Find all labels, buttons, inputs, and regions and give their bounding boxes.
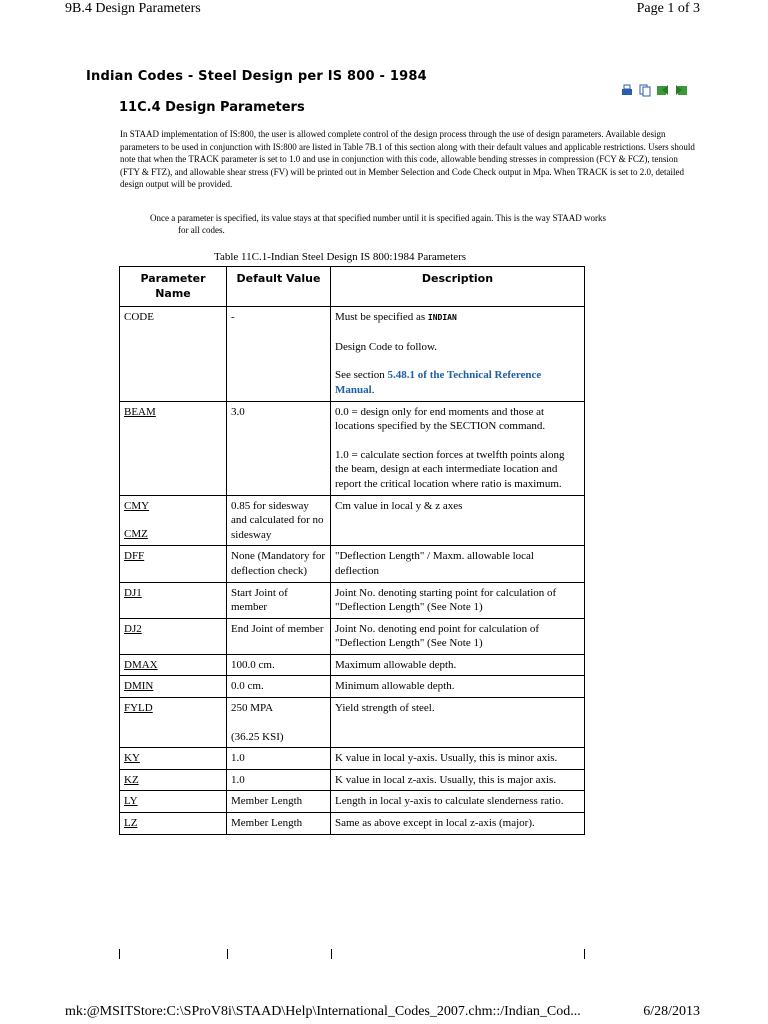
description: Minimum allowable depth. xyxy=(331,676,585,698)
footer-date: 6/28/2013 xyxy=(643,1004,700,1019)
param-name: CODE xyxy=(120,307,227,401)
param-name-link[interactable]: DJ1 xyxy=(124,586,142,599)
table-row xyxy=(120,676,585,698)
param-name-link[interactable]: KY xyxy=(124,752,140,765)
param-name-link[interactable]: FYLD xyxy=(124,702,153,715)
table-row xyxy=(120,582,585,618)
document-title: Indian Codes - Steel Design per IS 800 - 1984 xyxy=(86,69,427,84)
table-row xyxy=(120,546,585,582)
description: "Deflection Length" / Maxm. allowable local deflection xyxy=(331,546,585,582)
header-default-value: Default Value xyxy=(227,267,331,307)
table-row xyxy=(120,791,585,813)
reference-manual-link[interactable]: 5.48.1 of the Technical Reference Manual xyxy=(335,369,542,396)
description: Same as above except in local z-axis (major). xyxy=(331,813,585,835)
table-row xyxy=(120,307,585,401)
description: K value in local y-axis. Usually, this is minor axis. xyxy=(331,748,585,770)
param-name-link[interactable]: DMAX xyxy=(124,658,158,671)
code-keyword: INDIAN xyxy=(427,313,457,323)
page-number: Page 1 of 3 xyxy=(636,1,700,16)
default-value: None (Mandatory for deflection check) xyxy=(227,546,331,582)
param-name-link[interactable]: CMZ xyxy=(124,528,148,541)
param-name-link[interactable]: KZ xyxy=(124,773,139,786)
default-value: 0.0 cm. xyxy=(227,676,331,698)
table-row xyxy=(120,748,585,770)
default-value: 1.0 xyxy=(227,748,331,770)
header-parameter-name: Parameter Name xyxy=(120,267,227,307)
table-caption: Table 11C.1-Indian Steel Design IS 800:1984 Parameters xyxy=(214,251,467,263)
default-value: End Joint of member xyxy=(227,618,331,654)
description: Must be specified as INDIAN Design Code to follow. See section 5.48.1 of the Technical Reference Manual. xyxy=(331,307,585,401)
table-row xyxy=(120,698,585,748)
table-row xyxy=(120,769,585,791)
table-row xyxy=(120,618,585,654)
default-value: 1.0 xyxy=(227,769,331,791)
table-row xyxy=(120,654,585,676)
default-value: 250 MPA (36.25 KSI) xyxy=(227,698,331,748)
section-title: 11C.4 Design Parameters xyxy=(119,100,305,115)
default-value: Member Length xyxy=(227,813,331,835)
description: Joint No. denoting end point for calculation of "Deflection Length" (See Note 1) xyxy=(331,618,585,654)
copy-icon[interactable] xyxy=(638,83,652,102)
note-line-1: Once a parameter is specified, its value stays at that specified number until it is specified again. This is the way STAAD works xyxy=(150,213,606,223)
description: Maximum allowable depth. xyxy=(331,654,585,676)
print-icon[interactable] xyxy=(620,83,634,102)
page-header xyxy=(0,0,768,22)
description: Joint No. denoting starting point for calculation of "Deflection Length" (See Note 1) xyxy=(331,582,585,618)
default-value: 100.0 cm. xyxy=(227,654,331,676)
param-name-link[interactable]: DFF xyxy=(124,550,145,563)
param-name-link[interactable]: LZ xyxy=(124,817,138,830)
note-line-2: for all codes. xyxy=(178,224,225,235)
param-name-link[interactable]: BEAM xyxy=(124,405,156,418)
default-value: - xyxy=(227,307,331,401)
param-name-link[interactable]: LY xyxy=(124,795,138,808)
table-header-row xyxy=(120,267,585,307)
param-name-link[interactable]: DMIN xyxy=(124,680,154,693)
default-value: Member Length xyxy=(227,791,331,813)
intro-paragraph: In STAAD implementation of IS:800, the user is allowed complete control of the design process through the use of design parameters. Available design parameters to be used in conjunction with IS:800 are listed in Table 7B.1 of this section along with their default values and applicable restrictions. Users should note that when the TRACK parameter is set to 1.0 and use in conjunction with this code, allowable bending stresses in compression (FCY & FCZ), tension (FTY & FTZ), and allowable shear stress (FV) will be printed out in Member Selection and Code Check output in Mpa. When TRACK is set to 2.0, detailed design output will be provided. xyxy=(120,129,695,190)
table-continuation xyxy=(119,949,585,959)
header-description: Description xyxy=(331,267,585,307)
description: 0.0 = design only for end moments and those at locations specified by the SECTION command. 1.0 = calculate section forces at twelfth points along the beam, design at each intermediate location and report the critical location where ratio is maximum. xyxy=(331,401,585,495)
table-row xyxy=(120,401,585,495)
header-title: 9B.4 Design Parameters xyxy=(65,1,201,16)
param-name-link[interactable]: CMY xyxy=(124,499,150,512)
default-value: 0.85 for sidesway and calculated for no sidesway xyxy=(227,495,331,546)
description: Length in local y-axis to calculate slenderness ratio. xyxy=(331,791,585,813)
default-value: Start Joint of member xyxy=(227,582,331,618)
table-row xyxy=(120,813,585,835)
note-paragraph xyxy=(150,213,698,236)
description: Cm value in local y & z axes xyxy=(331,495,585,546)
description: K value in local z-axis. Usually, this is major axis. xyxy=(331,769,585,791)
parameters-table xyxy=(119,266,585,835)
description: Yield strength of steel. xyxy=(331,698,585,748)
footer-path: mk:@MSITStore:C:\SProV8i\STAAD\Help\International_Codes_2007.chm::/Indian_Cod... xyxy=(65,1004,581,1019)
param-name-link[interactable]: DJ2 xyxy=(124,622,142,635)
table-row xyxy=(120,495,585,546)
default-value: 3.0 xyxy=(227,401,331,495)
forward-icon[interactable] xyxy=(674,83,688,102)
back-icon[interactable] xyxy=(656,83,670,102)
